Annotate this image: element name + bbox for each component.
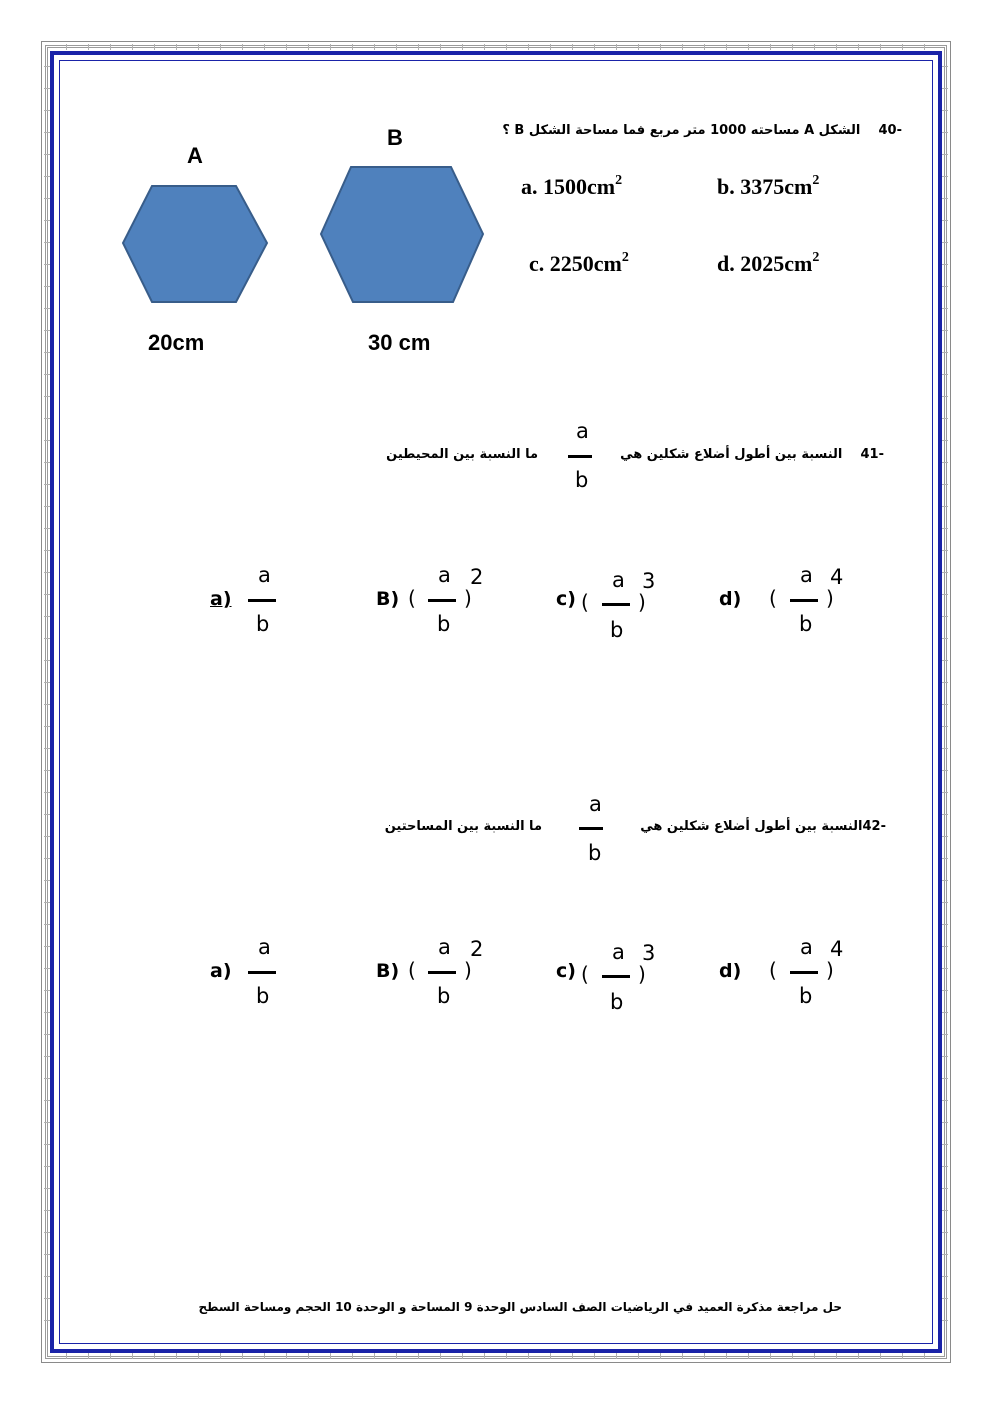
q40-answer-c-exp: 2	[621, 249, 629, 265]
q41-option-b-label[interactable]: B)	[376, 588, 400, 610]
q40-answer-b-value: 3375cm	[740, 174, 813, 199]
q42-option-c-bar	[602, 975, 630, 978]
q42-option-b-bar	[428, 971, 456, 974]
shape-a-size: 20cm	[148, 330, 205, 355]
q42-text-left: ما النسبة بين المساحتين	[384, 819, 542, 834]
q41-option-d-exp: 4	[830, 565, 844, 589]
q42-option-b-exp: 2	[470, 937, 484, 961]
shape-a-hexagon	[118, 180, 274, 308]
q41-number: -41	[860, 447, 884, 462]
q42-option-a-label[interactable]: a)	[210, 960, 232, 982]
q42-option-d-label[interactable]: d)	[719, 960, 742, 982]
q40-answer-d-letter: d.	[717, 251, 735, 276]
q41-fraction-den: b	[575, 468, 589, 492]
shape-a-label: A	[187, 143, 203, 168]
q41-option-b-num: a	[438, 563, 451, 587]
q42-option-b-paren-close: )	[464, 958, 472, 982]
border-ticks-right	[942, 66, 948, 1336]
q41-fraction-num: a	[576, 419, 589, 443]
q42-option-b-paren-open: (	[408, 958, 416, 982]
q41-option-c-exp: 3	[642, 569, 656, 593]
q41-option-c-num: a	[612, 568, 625, 592]
q42-number: -42	[862, 819, 886, 834]
q40-answer-b-exp: 2	[812, 172, 820, 188]
q41-text-left: ما النسبة بين المحيطين	[386, 447, 538, 462]
q40-answer-a-letter: a.	[521, 174, 538, 199]
q42-option-c-label[interactable]: c)	[556, 960, 576, 982]
q40-answer-a-exp: 2	[615, 172, 623, 188]
q42-option-d-num: a	[800, 935, 813, 959]
q42-option-d-exp: 4	[830, 937, 844, 961]
q42-text-right: النسبة بين أطول أضلاع شكلين هي	[640, 819, 863, 834]
q41-option-d-paren-open: (	[769, 586, 777, 610]
q41-option-b-bar	[428, 599, 456, 602]
q40-answer-d[interactable]	[717, 251, 819, 277]
page-footer: حل مراجعة مذكرة العميد في الرياضيات الصف السادس الوحدة 9 المساحة و الوحدة 10 الحجم ومساحة السطح	[198, 1300, 842, 1314]
q41-option-d-label[interactable]: d)	[719, 588, 742, 610]
q42-question-right	[640, 819, 886, 834]
q42-fraction-den: b	[588, 841, 602, 865]
q40-answer-c[interactable]	[529, 251, 629, 277]
shape-b-label: B	[387, 125, 403, 150]
q41-option-b-paren-close: )	[464, 586, 472, 610]
q41-option-a-bar	[248, 599, 276, 602]
q42-option-d-bar	[790, 971, 818, 974]
q41-question-right	[620, 447, 884, 462]
q41-option-c-den: b	[610, 618, 624, 642]
q41-option-d-paren-close: )	[826, 586, 834, 610]
q41-option-d-bar	[790, 599, 818, 602]
q41-option-c-bar	[602, 603, 630, 606]
q42-option-a-num: a	[258, 935, 271, 959]
q42-option-d-den: b	[799, 984, 813, 1008]
q41-option-a-num: a	[258, 563, 271, 587]
q42-option-c-paren-open: (	[581, 962, 589, 986]
shape-a-polygon	[123, 186, 267, 302]
shape-b-size: 30 cm	[368, 330, 431, 355]
border-ticks-bottom	[66, 1353, 926, 1359]
q41-option-c-paren-open: (	[581, 590, 589, 614]
q42-option-b-label[interactable]: B)	[376, 960, 400, 982]
q41-option-b-paren-open: (	[408, 586, 416, 610]
q41-option-c-label[interactable]: c)	[556, 588, 576, 610]
q40-answer-a[interactable]	[521, 174, 622, 200]
border-ticks-top	[66, 44, 926, 50]
q41-option-a-den: b	[256, 612, 270, 636]
q41-option-c-paren-close: )	[638, 590, 646, 614]
q42-option-c-paren-close: )	[638, 962, 646, 986]
q41-option-d-den: b	[799, 612, 813, 636]
q41-option-b-den: b	[437, 612, 451, 636]
q42-option-c-exp: 3	[642, 941, 656, 965]
q41-option-b-exp: 2	[470, 565, 484, 589]
q40-number: -40	[878, 123, 902, 138]
q40-answer-c-value: 2250cm	[549, 251, 622, 276]
q42-fraction-num: a	[589, 792, 602, 816]
q41-fraction-bar	[568, 455, 592, 458]
q40-answer-b-letter: b.	[717, 174, 735, 199]
q40-answer-d-exp: 2	[812, 249, 820, 265]
shape-b-polygon	[321, 167, 483, 302]
q40-question	[502, 123, 902, 138]
q42-option-d-paren-close: )	[826, 958, 834, 982]
q42-fraction-bar	[579, 827, 603, 830]
q40-text: الشكل A مساحته 1000 متر مربع فما مساحة الشكل B ؟	[502, 123, 861, 138]
shape-b-hexagon	[316, 162, 490, 308]
q42-option-c-den: b	[610, 990, 624, 1014]
q42-option-b-num: a	[438, 935, 451, 959]
q41-option-d-num: a	[800, 563, 813, 587]
q41-text-right: النسبة بين أطول أضلاع شكلين هي	[620, 447, 843, 462]
q40-answer-b[interactable]	[717, 174, 819, 200]
q42-option-b-den: b	[437, 984, 451, 1008]
q41-option-a-label[interactable]: a)	[210, 588, 232, 610]
q40-answer-d-value: 2025cm	[740, 251, 813, 276]
q42-option-d-paren-open: (	[769, 958, 777, 982]
q40-answer-a-value: 1500cm	[543, 174, 616, 199]
q42-option-a-bar	[248, 971, 276, 974]
q42-option-c-num: a	[612, 940, 625, 964]
q40-answer-c-letter: c.	[529, 251, 545, 276]
q42-option-a-den: b	[256, 984, 270, 1008]
